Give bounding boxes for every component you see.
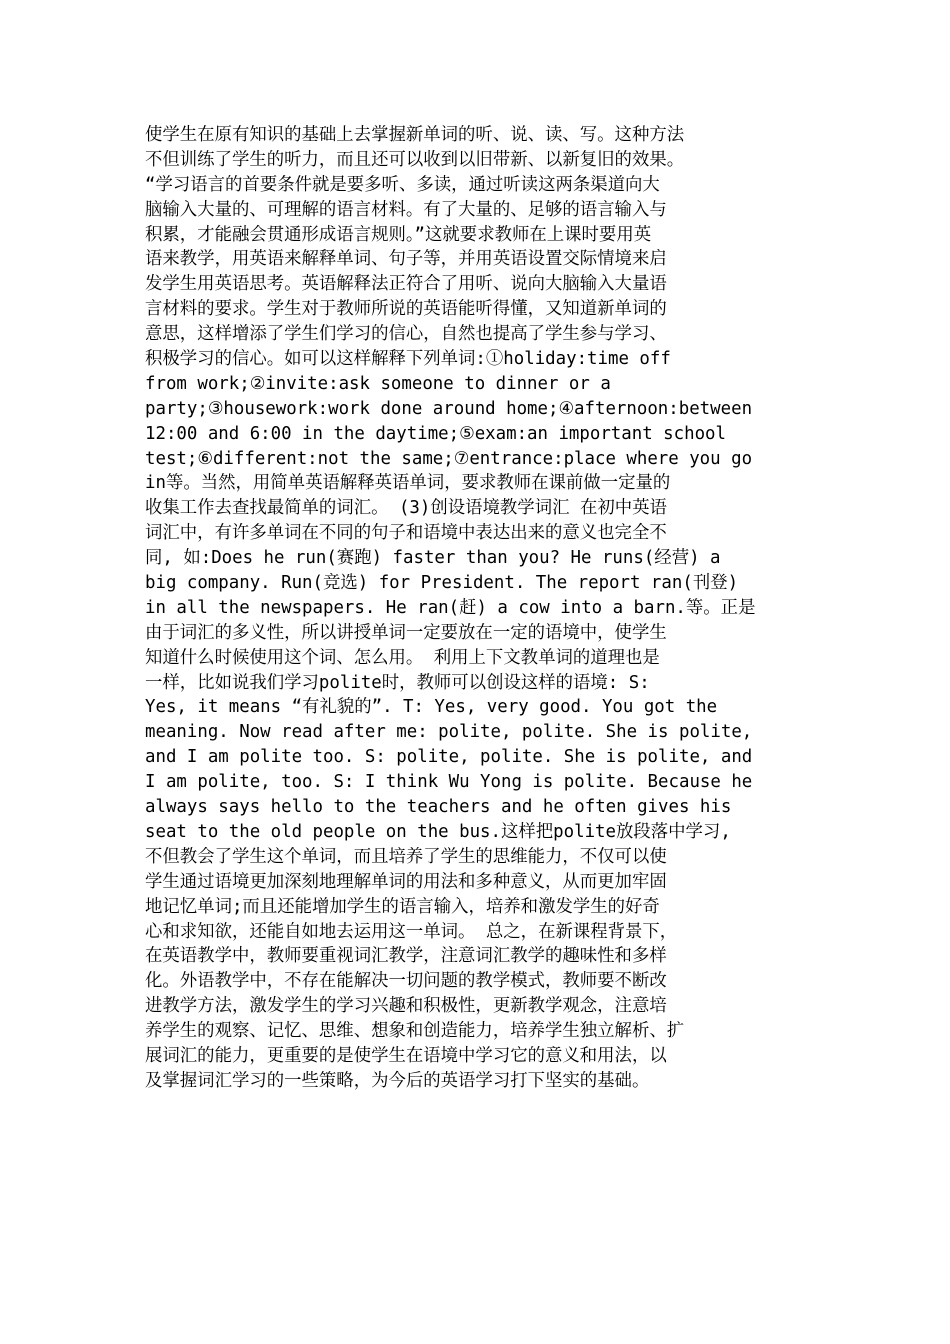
text-line: 意思，这样增添了学生们学习的信心，自然也提高了学生参与学习、: [145, 324, 667, 345]
text-line: 积累，才能融会贯通形成语言规则。”这就要求教师在上课时要用英: [145, 224, 652, 245]
text-line: 一样，比如说我们学习polite时，教师可以创设这样的语境: S:: [145, 672, 650, 693]
text-line: 积极学习的信心。如可以这样解释下列单词:①holiday:time off: [145, 349, 671, 370]
text-line: always says hello to the teachers and he often gives his: [145, 797, 732, 818]
text-line: “学习语言的首要条件就是要多听、多读，通过听读这两条渠道向大: [145, 174, 660, 195]
text-line: 脑输入大量的、可理解的语言材料。有了大量的、足够的语言输入与: [145, 199, 667, 220]
text-line: test;⑥different:not the same;⑦entrance:place where you go: [145, 448, 753, 469]
text-line: big company. Run(竞选) for President. The report ran(刊登): [145, 573, 739, 594]
text-line: 不但教会了学生这个单词，而且培养了学生的思维能力，不仅可以使: [145, 846, 667, 867]
text-line: 使学生在原有知识的基础上去掌握新单词的听、说、读、写。这种方法: [145, 125, 685, 145]
body-text: [145, 123, 810, 1094]
text-line: 同, 如:Does he run(赛跑) faster than you? He runs(经营) a: [145, 548, 721, 569]
text-line: I am polite, too. S: I think Wu Yong is polite. Because he: [145, 772, 753, 793]
text-line: from work;②invite:ask someone to dinner or a: [145, 373, 611, 394]
text-line: 化。外语教学中，不存在能解决一切问题的教学模式，教师要不断改: [145, 971, 667, 992]
text-line: 心和求知欲，还能自如地去运用这一单词。 总之，在新课程背景下，: [145, 921, 678, 942]
text-line: meaning. Now read after me: polite, polite. She is polite,: [145, 722, 753, 743]
text-line: in all the newspapers. He ran(赶) a cow into a barn.等。正是: [145, 597, 756, 618]
text-line: seat to the old people on the bus.这样把polite放段落中学习,: [145, 821, 731, 842]
text-line: 词汇中，有许多单词在不同的句子和语境中表达出来的意义也完全不: [145, 523, 667, 544]
text-line: 展词汇的能力，更重要的是使学生在语境中学习它的意义和用法，以: [145, 1045, 667, 1066]
text-line: party;③housework:work done around home;④afternoon:between: [145, 398, 753, 419]
text-line: 不但训练了学生的听力，而且还可以收到以旧带新、以新复旧的效果。: [145, 149, 685, 170]
text-line: 12:00 and 6:00 in the daytime;⑤exam:an important school: [145, 423, 726, 444]
text-line: 收集工作去查找最简单的词汇。 (3)创设语境教学词汇 在初中英语: [145, 498, 667, 519]
text-line: Yes, it means “有礼貌的”. T: Yes, very good. You got the: [145, 697, 718, 718]
text-line: 及掌握词汇学习的一些策略，为今后的英语学习打下坚实的基础。: [145, 1070, 650, 1091]
text-line: 进教学方法，激发学生的学习兴趣和积极性，更新教学观念，注意培: [145, 996, 667, 1017]
text-line: 地记忆单词;而且还能增加学生的语言输入，培养和激发学生的好奇: [145, 896, 660, 917]
text-line: in等。当然，用简单英语解释英语单词，要求教师在课前做一定量的: [145, 473, 671, 494]
text-line: 由于词汇的多义性，所以讲授单词一定要放在一定的语境中，使学生: [145, 622, 667, 643]
text-line: 发学生用英语思考。英语解释法正符合了用听、说向大脑输入大量语: [145, 274, 667, 295]
text-line: 知道什么时候使用这个词、怎么用。 利用上下文教单词的道理也是: [145, 647, 660, 668]
text-line: 言材料的要求。学生对于教师所说的英语能听得懂，又知道新单词的: [145, 299, 667, 320]
text-line: 学生通过语境更加深刻地理解单词的用法和多种意义，从而更加牢固: [145, 871, 667, 892]
text-line: 语来教学，用英语来解释单词、句子等，并用英语设置交际情境来启: [145, 249, 667, 270]
text-line: and I am polite too. S: polite, polite. She is polite, and: [145, 747, 753, 768]
text-line: 在英语教学中，教师要重视词汇教学，注意词汇教学的趣味性和多样: [145, 946, 667, 967]
text-line: 养学生的观察、记忆、思维、想象和创造能力，培养学生独立解析、扩: [145, 1021, 685, 1042]
